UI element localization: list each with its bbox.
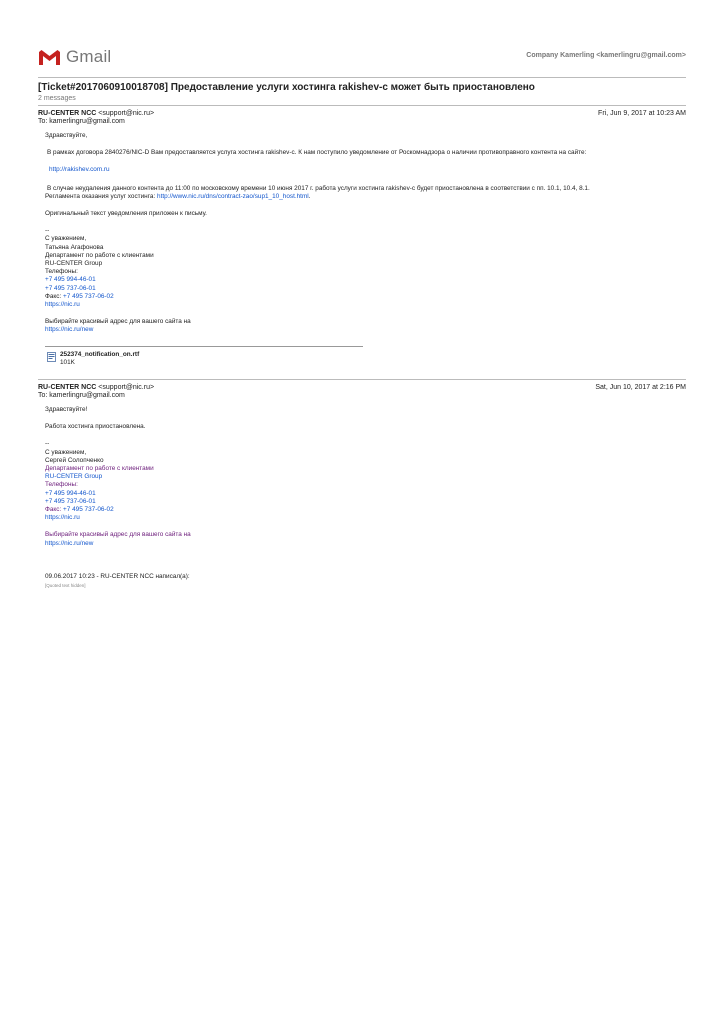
fax-label: Факс: xyxy=(45,292,64,300)
document-attachment-icon[interactable] xyxy=(47,352,56,362)
signature-company: RU-CENTER Group xyxy=(45,260,103,268)
message-1-sender[interactable] xyxy=(38,110,154,117)
message-divider xyxy=(38,379,686,380)
greeting: Здравствуйте, xyxy=(45,132,88,139)
promo-link[interactable]: https://nic.ru/new xyxy=(45,539,94,547)
thread-subject: [Ticket#2017060910018708] Предоставление услуги хостинга rakishev-c может быть приостановлено xyxy=(38,82,535,93)
paragraph-line: В случае неудаления данного контента до 11:00 по московскому времени 10 июня 2017 г. работа услуги хостинга rakishev-c будет приостановлена в соответствии с пп. 10.1, 10.4, 8.1. xyxy=(47,184,590,192)
paragraph xyxy=(45,185,675,201)
signature-dept: Департамент по работе с клиентами xyxy=(45,251,154,259)
gmail-logo-icon xyxy=(38,49,61,66)
fax-link[interactable]: +7 495 737-06-02 xyxy=(63,506,114,514)
message-2-to: To: kamerlingru@gmail.com xyxy=(38,392,125,399)
greeting: Здравствуйте! xyxy=(45,406,88,413)
sender-name: RU-CENTER NCC xyxy=(38,110,97,117)
signature-name: Татьяна Агафонова xyxy=(45,243,104,251)
signature-phones-label: Телефоны: xyxy=(45,268,78,276)
phone-link[interactable]: +7 495 994-46-01 xyxy=(45,276,96,284)
sender-email: <support@nic.ru> xyxy=(98,384,155,391)
account-info: Company Kamerling <kamerlingru@gmail.com> xyxy=(526,52,686,59)
fax-label: Факс: xyxy=(45,506,64,514)
message-1-date: Fri, Jun 9, 2017 at 10:23 AM xyxy=(598,110,686,117)
website-link[interactable]: https://nic.ru xyxy=(45,301,80,309)
sender-name: RU-CENTER NCC xyxy=(38,384,97,391)
paragraph: В рамках договора 2840276/NIC-D Вам предоставляется услуга хостинга rakishev-c. К нам поступило уведомление от Роскомнадзора о наличии противоправного контента на сайте: xyxy=(47,149,587,157)
phone-link[interactable]: +7 495 994-46-01 xyxy=(45,489,96,497)
signature-company: RU-CENTER Group xyxy=(45,473,103,481)
subject-divider xyxy=(38,105,686,106)
regulation-link[interactable]: http://www.nic.ru/dns/contract-zao/sup1_10_host.html xyxy=(157,192,309,200)
gmail-logo xyxy=(38,45,111,69)
message-2-date: Sat, Jun 10, 2017 at 2:16 PM xyxy=(595,384,686,391)
phone-link[interactable]: +7 495 737-06-01 xyxy=(45,497,96,505)
message-1-body xyxy=(45,132,675,335)
fax-line xyxy=(45,293,675,301)
paragraph-line: Регламента оказания услуг хостинга: xyxy=(45,192,158,200)
signature-phones-label: Телефоны: xyxy=(45,481,78,489)
sender-email: <support@nic.ru> xyxy=(98,110,155,117)
signature-name: Сергей Солопченко xyxy=(45,456,104,464)
paragraph: Оригинальный текст уведомления приложен к письму. xyxy=(45,210,207,218)
attachment-divider xyxy=(45,346,363,347)
attachment-size: 101K xyxy=(60,359,75,366)
promo-link[interactable]: https://nic.ru/new xyxy=(45,326,94,334)
quoted-text-hidden[interactable]: [Quoted text hidden] xyxy=(45,583,86,588)
phone-link[interactable]: +7 495 737-06-01 xyxy=(45,284,96,292)
signature-dash: -- xyxy=(45,227,50,235)
message-2-sender[interactable] xyxy=(38,384,154,391)
attachment-name[interactable]: 252374_notification_on.rtf xyxy=(60,351,140,358)
quoted-header: 09.06.2017 10:23 - RU-CENTER NCC написал(а): xyxy=(45,573,190,580)
signature-dash: -- xyxy=(45,440,50,448)
paragraph-end: . xyxy=(308,192,311,200)
website-link[interactable]: https://nic.ru xyxy=(45,514,80,522)
fax-link[interactable]: +7 495 737-06-02 xyxy=(63,292,114,300)
signature-regards: С уважением, xyxy=(45,448,87,456)
fax-line xyxy=(45,506,675,514)
gmail-wordmark: Gmail xyxy=(66,47,112,66)
promo-text: Выбирайте красивый адрес для вашего сайта на xyxy=(45,318,191,326)
message-count: 2 messages xyxy=(38,95,76,102)
message-1-to: To: kamerlingru@gmail.com xyxy=(38,118,125,125)
paragraph: Работа хостинга приостановлена. xyxy=(45,423,146,431)
promo-text: Выбирайте красивый адрес для вашего сайта на xyxy=(45,531,191,539)
header-divider xyxy=(38,77,686,78)
message-2-body xyxy=(45,406,675,548)
signature-regards: С уважением, xyxy=(45,235,87,243)
site-link[interactable]: http://rakishev.com.ru xyxy=(49,166,110,174)
signature-dept: Департамент по работе с клиентами xyxy=(45,465,154,473)
